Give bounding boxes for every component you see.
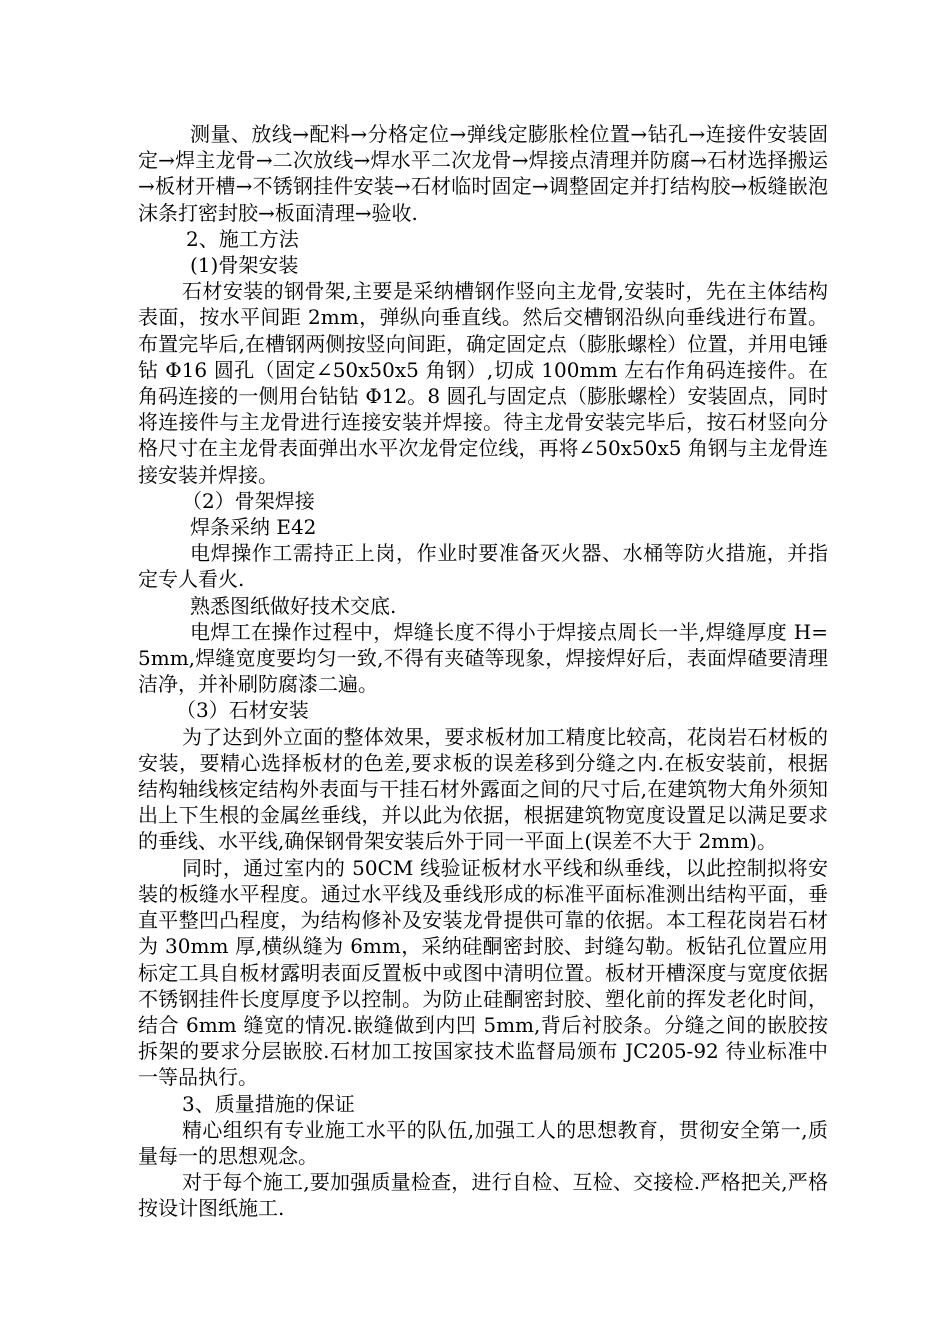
paragraph-weld-quality: 电焊工在操作过程中，焊缝长度不得小于焊接点周长一半,焊缝厚度 H=5mm,焊缝宽度要均匀一致,不得有夹碴等现象，焊接焊好后，表面焊碴要清理洁净，并补刷防腐漆二遍。 <box>138 619 828 697</box>
heading-frame-welding: （2）骨架焊接 <box>182 488 315 513</box>
paragraph-electrode: 焊条采纳 E42 <box>190 515 317 540</box>
document-page <box>138 121 828 1222</box>
heading-frame-installation: (1)骨架安装 <box>190 253 299 278</box>
paragraph-drawings: 熟悉图纸做好技术交底. <box>190 593 397 618</box>
paragraph-stone-installation: 为了达到外立面的整体效果，要求板材加工精度比较高，花岗岩石材板的安装，要精心选择板材的色差,要求板的误差移到分缝之内.在板安装前，根据结构轴线核定结构外表面与干挂石材外露面之间的尺寸后,在建筑物大角外须知出上下生根的金属丝垂线，并以此为依据，根据建筑物宽度设置足以满足要求的垂线、水平线,确保钢骨架安装后外于同一平面上(误差不大于 2mm)。 <box>138 724 828 854</box>
paragraph-quality-inspection: 对于每个施工,要加强质量检查，进行自检、互检、交接检.严格把关,严格按设计图纸施工. <box>138 1170 828 1221</box>
paragraph-frame-installation: 石材安装的钢骨架,主要是采纳槽钢作竖向主龙骨,安装时，先在主体结构表面，按水平间距 2mm，弹纵向垂直线。然后交槽钢沿纵向垂线进行布置。布置完毕后,在槽钢两侧按竖向间距，确定固定点（膨胀螺栓）位置，并用电锤钻 Φ16 圆孔（固定∠50x50x5 角钢）,切成 100mm 左右作角码连接件。在角码连接的一侧用台钻钻 Φ12。8 圆孔与固定点（膨胀螺栓）安装固点，同时将连接件与主龙骨进行连接安装并焊接。待主龙骨安装完毕后，按石材竖向分格尺寸在主龙骨表面弹出水平次龙骨定位线，再将∠50x50x5 角钢与主龙骨连接安装并焊接。 <box>138 279 828 487</box>
paragraph-welder-safety: 电焊操作工需持正上岗，作业时要准备灭火器、水桶等防火措施，并指定专人看火. <box>138 541 828 592</box>
paragraph-stone-alignment: 同时，通过室内的 50CM 线验证板材水平线和纵垂线，以此控制拟将安装的板缝水平程度。通过水平线及垂线形成的标准平面标准测出结构平面，垂直平整凹凸程度，为结构修补及安装龙骨提供可靠的依据。本工程花岗岩石材为 30mm 厚,横纵缝为 6mm，采纳硅酮密封胶、封缝勾勒。板钻孔位置应用标定工具自板材露明表面反置板中或图中清明位置。板材开槽深度与宽度依据不锈钢挂件长度厚度予以控制。为防止硅酮密封胶、塑化前的挥发老化时间，结合 6mm 缝宽的情况.嵌缝做到内凹 5mm,背后衬胶条。分缝之间的嵌胶按拆架的要求分层嵌胶.石材加工按国家技术监督局颁布 JC205-92 待业标准中一等品执行。 <box>138 855 828 1090</box>
paragraph-team-organization: 精心组织有专业施工水平的队伍,加强工人的思想教育，贯彻安全第一,质量每一的思想观念。 <box>138 1117 828 1168</box>
heading-stone-installation: （3）石材安装 <box>176 698 309 723</box>
heading-quality-measures: 3、质量措施的保证 <box>182 1091 355 1116</box>
paragraph-process-flow: 测量、放线→配料→分格定位→弹线定膨胀栓位置→钻孔→连接件安装固定→焊主龙骨→二次放线→焊水平二次龙骨→焊接点清理并防腐→石材选择搬运→板材开槽→不锈钢挂件安装→石材临时固定→调整固定并打结构胶→板缝嵌泡沫条打密封胶→板面清理→验收. <box>138 122 828 225</box>
heading-construction-method: 2、施工方法 <box>186 226 299 251</box>
